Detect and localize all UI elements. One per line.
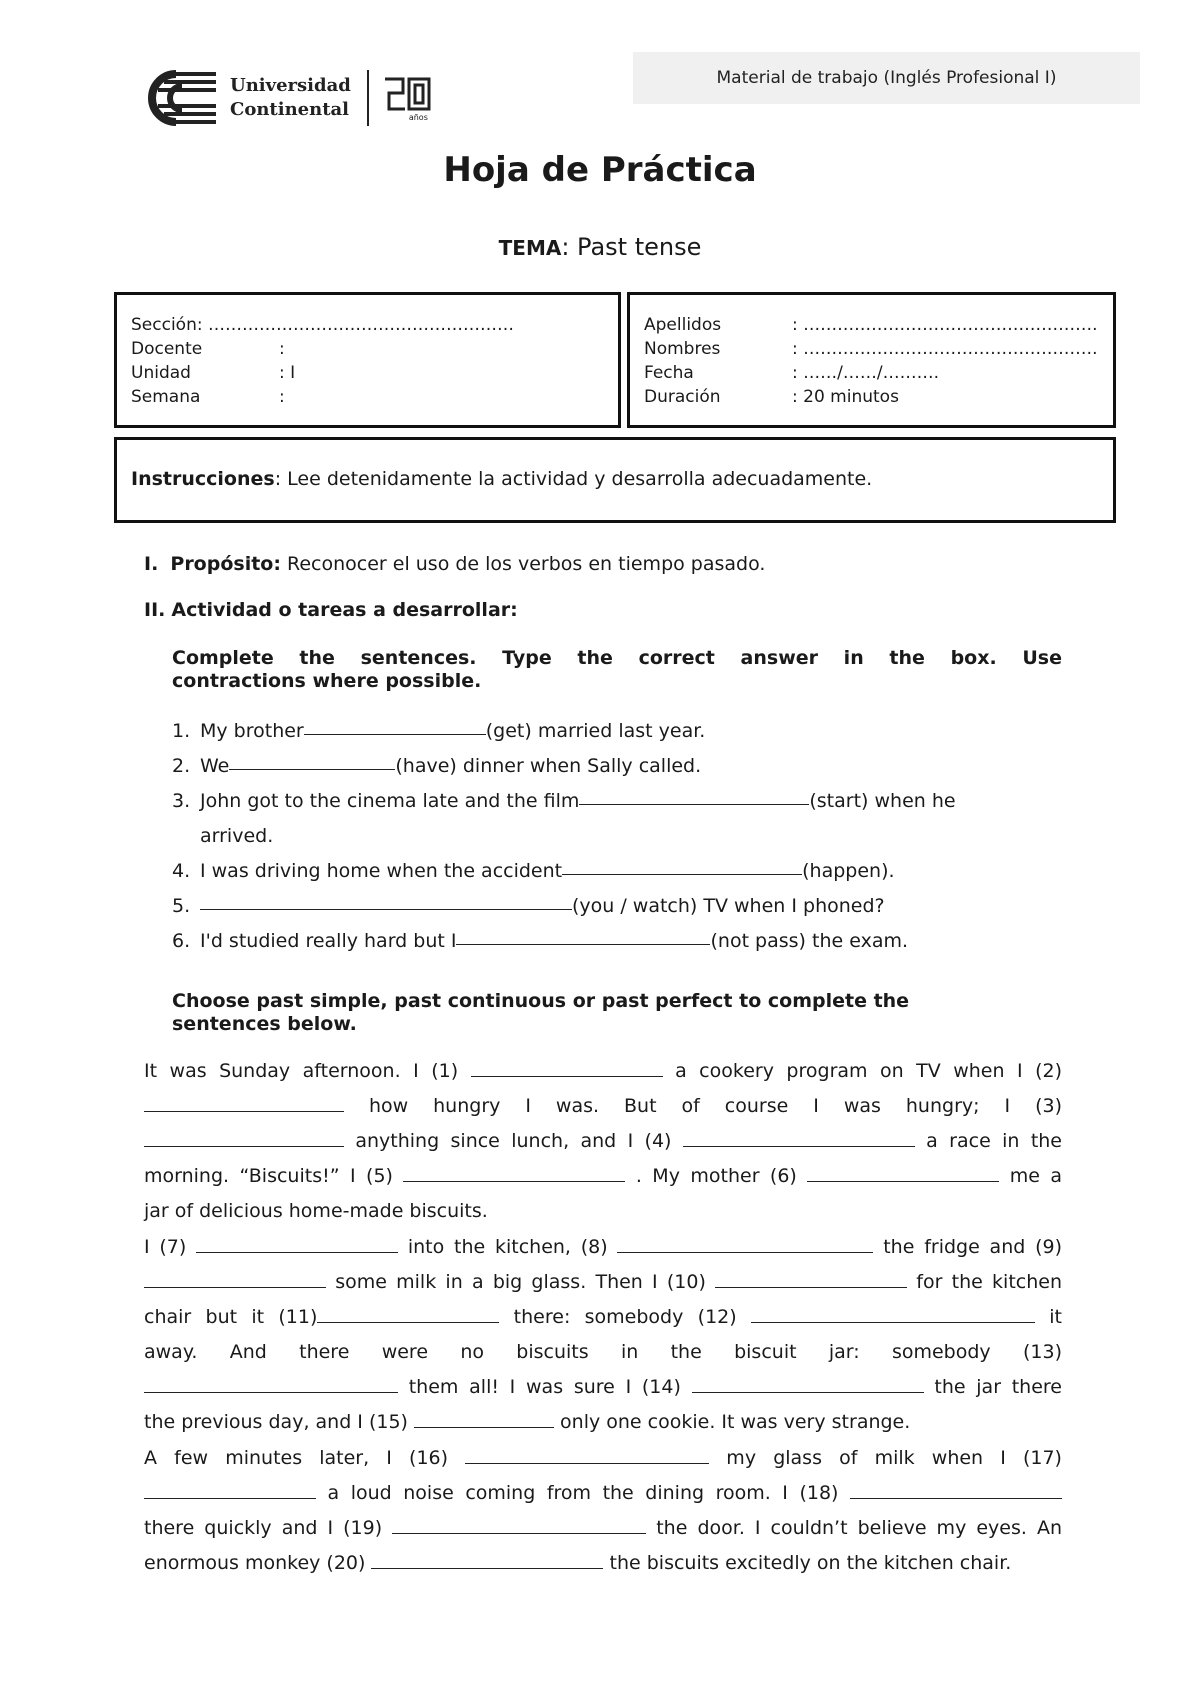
gap-2[interactable] [144,1091,344,1112]
info-value: : ……/……/………. [792,363,939,383]
item-number: 6. [172,930,191,952]
item-number: 3. [172,790,191,812]
story-paragraph-1 [144,1054,1062,1229]
page-title: Hoja de Práctica [443,150,757,190]
story-text: a loud noise coming from the dining room. I (18) [316,1482,850,1504]
story-text: the door. I couldn’t believe my eyes. An [646,1517,1062,1539]
story-line [144,1089,1062,1124]
answer-blank-4[interactable] [562,854,802,875]
purpose-label: Propósito: [170,553,281,575]
answer-blank-3[interactable] [579,784,809,805]
info-key: Duración [644,387,721,407]
answer-blank-1[interactable] [304,714,486,735]
topic-line: TEMA: Past tense [498,233,702,261]
list-item [172,819,1072,854]
gap-19[interactable] [392,1513,646,1534]
story-line [144,1511,1062,1546]
story-text: the jar there [923,1376,1062,1398]
item-number: 2. [172,755,191,777]
story-text: a race in the [914,1130,1062,1152]
story-text: it [1034,1306,1062,1328]
gap-7[interactable] [196,1232,398,1253]
activity-label: Actividad o tareas a desarrollar: [171,599,518,621]
list-item [172,889,1072,924]
story-text: the biscuits excitedly on the kitchen chair. [603,1552,1012,1574]
logo-line1: Universidad [230,75,351,96]
item-text-pre: I was driving home when the accident [200,860,563,882]
gap-10[interactable] [715,1267,907,1288]
gap-5[interactable] [403,1161,625,1182]
answer-blank-5[interactable] [200,889,572,910]
story-text: a cookery program on TV when I (2) [662,1060,1063,1082]
info-value: : ……………………………………………. [792,315,1098,335]
info-key: Apellidos [644,315,722,335]
story-text: into the kitchen, (8) [398,1236,618,1258]
info-row-semana [131,385,604,409]
item-text-post: (you / watch) TV when I phoned? [572,895,885,917]
story-text: me a [999,1165,1063,1187]
gap-9[interactable] [144,1267,326,1288]
list-item [172,749,1072,784]
info-key: Semana [131,387,201,407]
answer-blank-2[interactable] [229,749,395,770]
task2-title-line2: sentences below. [172,1013,357,1035]
sentence-list [172,714,1072,959]
story-text: jar of delicious home-made biscuits. [144,1200,488,1222]
gap-20[interactable] [371,1548,603,1569]
story-line [144,1265,1062,1300]
gap-13[interactable] [144,1372,398,1393]
story-text: how hungry I was. But of course I was hungry; I (3) [344,1095,1062,1117]
section-number: II. [144,599,166,621]
topic-label: TEMA [498,236,562,260]
info-row-nombres [644,337,1099,361]
story-paragraph-2 [144,1230,1062,1440]
story-text: some milk in a big glass. Then I (10) [326,1271,716,1293]
info-value: : 20 minutos [792,387,899,407]
story-text: them all! I was sure I (14) [398,1376,692,1398]
gap-12[interactable] [751,1302,1035,1323]
story-line [144,1546,1062,1581]
info-key: Nombres [644,339,721,359]
info-key: Docente [131,339,203,359]
gap-4[interactable] [683,1126,915,1147]
story-text: . My mother (6) [625,1165,808,1187]
gap-15[interactable] [414,1407,554,1428]
item-number: 4. [172,860,191,882]
info-value: : [279,339,285,359]
item-number [172,819,200,854]
logo-20-caption: años [408,112,428,122]
gap-6[interactable] [807,1161,999,1182]
info-value: : ……………………………………………. [792,339,1098,359]
story-text: there quickly and I (19) [144,1517,393,1539]
list-item [172,714,1072,749]
instructions-label: Instrucciones [131,468,275,490]
instructions-box [114,437,1116,523]
item-text-pre: John got to the cinema late and the film [200,790,580,812]
story-text: A few minutes later, I (16) [144,1447,466,1469]
story-line [144,1476,1062,1511]
material-label: Material de trabajo (Inglés Profesional I) [633,52,1140,104]
continental-logo-icon [142,70,220,126]
info-key: Unidad [131,363,191,383]
info-value: : [279,387,285,407]
item-text-pre: My brother [200,720,304,742]
item-text-post: (not pass) the exam. [710,930,909,952]
story-text: anything since lunch, and I (4) [344,1130,683,1152]
story-line [144,1335,1062,1370]
story-text: It was Sunday afternoon. I (1) [144,1060,471,1082]
task1-title-line2: contractions where possible. [172,670,482,692]
list-item [172,784,1072,819]
story-line [144,1159,1062,1194]
section-activity [144,599,518,621]
story-text: for the kitchen [907,1271,1062,1293]
gap-8[interactable] [617,1232,873,1253]
info-row-docente [131,337,604,361]
info-row-apellidos [644,313,1099,337]
story-text: chair but it (11) [144,1306,318,1328]
story-text: I (7) [144,1236,197,1258]
story-text: my glass of milk when I (17) [709,1447,1062,1469]
info-row-fecha [644,361,1099,385]
task1-title-line1: Complete the sentences. Type the correct answer in the box. Use [172,647,1062,669]
item-text-post: (have) dinner when Sally called. [395,755,702,777]
item-text-pre: We [200,755,230,777]
gap-16[interactable] [465,1443,709,1464]
info-value: : I [279,363,296,383]
answer-blank-6[interactable] [456,924,710,945]
item-text-post: (happen). [802,860,895,882]
task2-title [172,990,1062,1036]
student-info-box [627,292,1116,428]
info-row-seccion [131,313,604,337]
story-line [144,1194,1062,1229]
logo-wordmark [230,74,351,122]
story-line [144,1300,1062,1335]
university-logo [142,68,433,128]
gap-1[interactable] [471,1056,663,1077]
item-text-post: (start) when he [809,790,956,812]
item-number: 5. [172,895,191,917]
story-text: morning. “Biscuits!” I (5) [144,1165,404,1187]
item-text-pre: I'd studied really hard but I [200,930,457,952]
twenty-years-icon [383,75,433,115]
gap-18[interactable] [850,1478,1062,1499]
story-line [144,1370,1062,1405]
item-number: 1. [172,720,191,742]
story-text: only one cookie. It was very strange. [554,1411,911,1433]
story-text: the fridge and (9) [873,1236,1062,1258]
item-text-pre: arrived. [200,825,274,847]
story-line [144,1405,1062,1440]
list-item [172,924,1072,959]
info-key: Sección [131,315,197,335]
topic-value: Past tense [577,233,702,261]
item-text-post: (get) married last year. [485,720,706,742]
gap-14[interactable] [692,1372,924,1393]
instructions-text: : Lee detenidamente la actividad y desarrolla adecuadamente. [274,468,873,490]
logo-line2: Continental [230,99,350,120]
story-line [144,1054,1062,1089]
purpose-text: Reconocer el uso de los verbos en tiempo pasado. [280,553,766,575]
logo-divider [367,70,369,126]
task1-title [172,647,1062,693]
story-text: enormous monkey (20) [144,1552,372,1574]
task2-title-line1: Choose past simple, past continuous or past perfect to complete the [172,990,910,1012]
info-key: Fecha [644,363,694,383]
info-value: : ……………………………………………… [196,315,514,335]
gap-11[interactable] [317,1302,499,1323]
list-item [172,854,1072,889]
course-info-box [114,292,621,428]
story-line [144,1124,1062,1159]
info-row-duracion [644,385,1099,409]
story-line [144,1230,1062,1265]
gap-17[interactable] [144,1478,316,1499]
logo-20-anos [383,75,433,122]
story-text: away. And there were no biscuits in the biscuit jar: somebody (13) [144,1341,1062,1363]
story-text: there: somebody (12) [499,1306,751,1328]
section-number: I. [144,553,159,575]
section-purpose [144,553,765,575]
story-paragraph-3 [144,1441,1062,1581]
info-row-unidad [131,361,604,385]
gap-3[interactable] [144,1126,344,1147]
story-line [144,1441,1062,1476]
story-text: the previous day, and I (15) [144,1411,414,1433]
